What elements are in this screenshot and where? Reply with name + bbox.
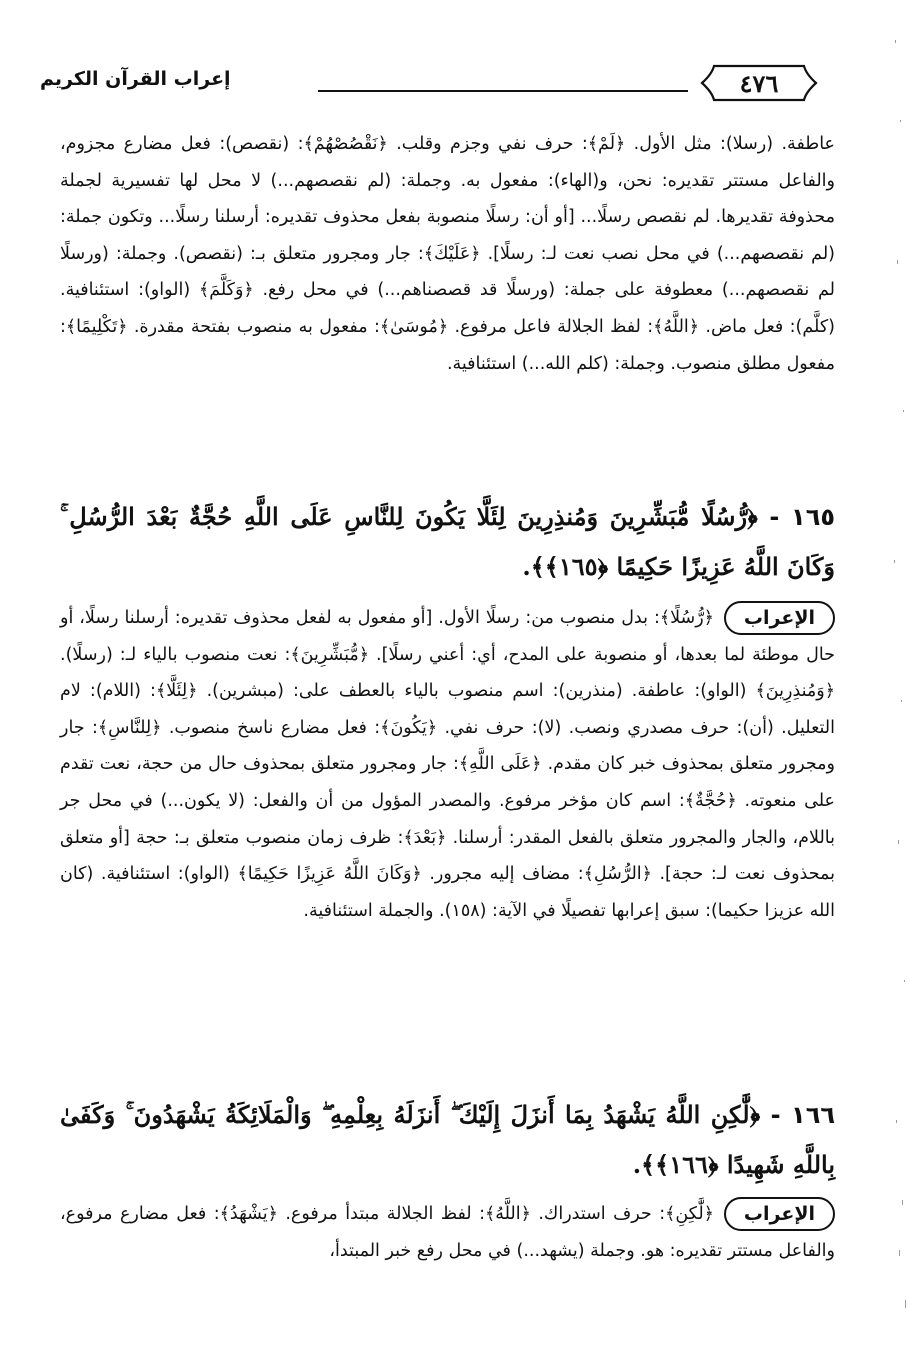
verse-number: ١٦٦ - xyxy=(770,1101,835,1129)
scan-edge-noise xyxy=(891,0,909,1355)
running-title: إعراب القرآن الكريم xyxy=(40,68,231,90)
commentary-paragraph xyxy=(60,126,835,382)
irab-badge: الإعراب xyxy=(724,1197,835,1231)
irab-section-166 xyxy=(60,1196,835,1269)
verse-text: ﴿رُّسُلًا مُّبَشِّرِينَ وَمُنذِرِينَ لِئَلَّا يَكُونَ لِلنَّاسِ عَلَى اللَّهِ حُجَّةٌ بَعْدَ الرُّسُلِ ۚ وَكَانَ اللَّهُ عَزِيزًا حَكِيمًا ﴿١٦٥﴾﴾. xyxy=(60,502,835,581)
verse-165 xyxy=(60,492,835,592)
irab-text: ﴿لَّٰكِنِ﴾: حرف استدراك. ﴿اللَّهُ﴾: لفظ الجلالة مبتدأ مرفوع. ﴿يَشْهَدُ﴾: فعل مضارع مرفوع، والفاعل مستتر تقديره: هو. وجملة (يشهد...) في محل رفع خبر المبتدأ، xyxy=(60,1204,835,1261)
irab-section-165 xyxy=(60,600,835,929)
irab-text: ﴿رُّسُلًا﴾: بدل منصوب من: رسلًا الأول. [أو مفعول به لفعل محذوف تقديره: أرسلنا رسلًا، أو حال موطئة لما بعدها، أو منصوبة على المدح، أي: أعني رسلًا]. ﴿مُّبَشِّرِينَ﴾: نعت منصوب بالياء لـ: (رسلًا). ﴿وَمُنذِرِينَ﴾ (الواو): عاطفة. (منذرين): اسم منصوب بالياء بالعطف على: (مبشرين). ﴿لِئَلَّا﴾: (اللام): لام التعليل. (أن): حرف مصدري ونصب. (لا): حرف نفي. ﴿يَكُونَ﴾: فعل مضارع ناسخ منصوب. ﴿لِلنَّاسِ﴾: جار ومجرور متعلق بمحذوف خبر كان مقدم. ﴿عَلَى اللَّهِ﴾: جار ومجرور متعلق بمحذوف حال من حجة، نعت تقدم على منعوته. ﴿حُجَّةٌ﴾: اسم كان مؤخر مرفوع. والمصدر المؤول من أن والفعل: (لا يكون...) في محل جر باللام، والجار والمجرور متعلق بالفعل المقدر: أرسلنا. ﴿بَعْدَ﴾: ظرف زمان منصوب متعلق بـ: حجة [أو متعلق بمحذوف نعت لـ: حجة]. ﴿الرُّسُلِ﴾: مضاف إليه مجرور. ﴿وَكَانَ اللَّهُ عَزِيزًا حَكِيمًا﴾ (الواو): استئنافية. (كان الله عزيزا حكيما): سبق إعرابها تفصيلًا في الآية: (١٥٨). والجملة استئنافية. xyxy=(60,608,835,921)
header-divider xyxy=(318,90,688,92)
page-number-text: ٤٧٦ xyxy=(739,68,779,98)
page-header xyxy=(0,58,909,106)
commentary-text: عاطفة. (رسلا): مثل الأول. ﴿لَمْ﴾: حرف نفي وجزم وقلب. ﴿نَقْصُصْهُمْ﴾: (نقصص): فعل مضارع مجزوم، والفاعل مستتر تقديره: نحن، و(الهاء): مفعول به. وجملة: (لم نقصصهم...) لا محل لها تفسيرية لجملة محذوفة تقديرها. لم نقصص رسلًا... [أو أن: رسلًا منصوبة بفعل محذوف تقديره: أرسلنا رسلًا... وتكون جملة: (لم نقصصهم...) في محل نصب نعت لـ: رسلًا]. ﴿عَلَيْكَ﴾: جار ومجرور متعلق بـ: (نقصص). وجملة: (ورسلًا لم نقصصهم...) معطوفة على جملة: (ورسلًا قد قصصناهم...) في محل رفع. ﴿وَكَلَّمَ﴾ (الواو): استئنافية. (كلَّم): فعل ماض. ﴿اللَّهُ﴾: لفظ الجلالة فاعل مرفوع. ﴿مُوسَىٰ﴾: مفعول به منصوب بفتحة مقدرة. ﴿تَكْلِيمًا﴾: مفعول مطلق منصوب. وجملة: (كلم الله...) استئنافية. xyxy=(60,134,835,374)
page-number xyxy=(700,64,818,102)
verse-text: ﴿لَّٰكِنِ اللَّهُ يَشْهَدُ بِمَا أَنزَلَ إِلَيْكَ ۖ أَنزَلَهُ بِعِلْمِهِ ۖ وَالْمَلَائِكَةُ يَشْهَدُونَ ۚ وَكَفَىٰ بِاللَّهِ شَهِيدًا ﴿١٦٦﴾﴾. xyxy=(60,1100,835,1179)
verse-166 xyxy=(60,1090,835,1190)
irab-badge: الإعراب xyxy=(724,601,835,635)
verse-number: ١٦٥ - xyxy=(769,503,835,531)
